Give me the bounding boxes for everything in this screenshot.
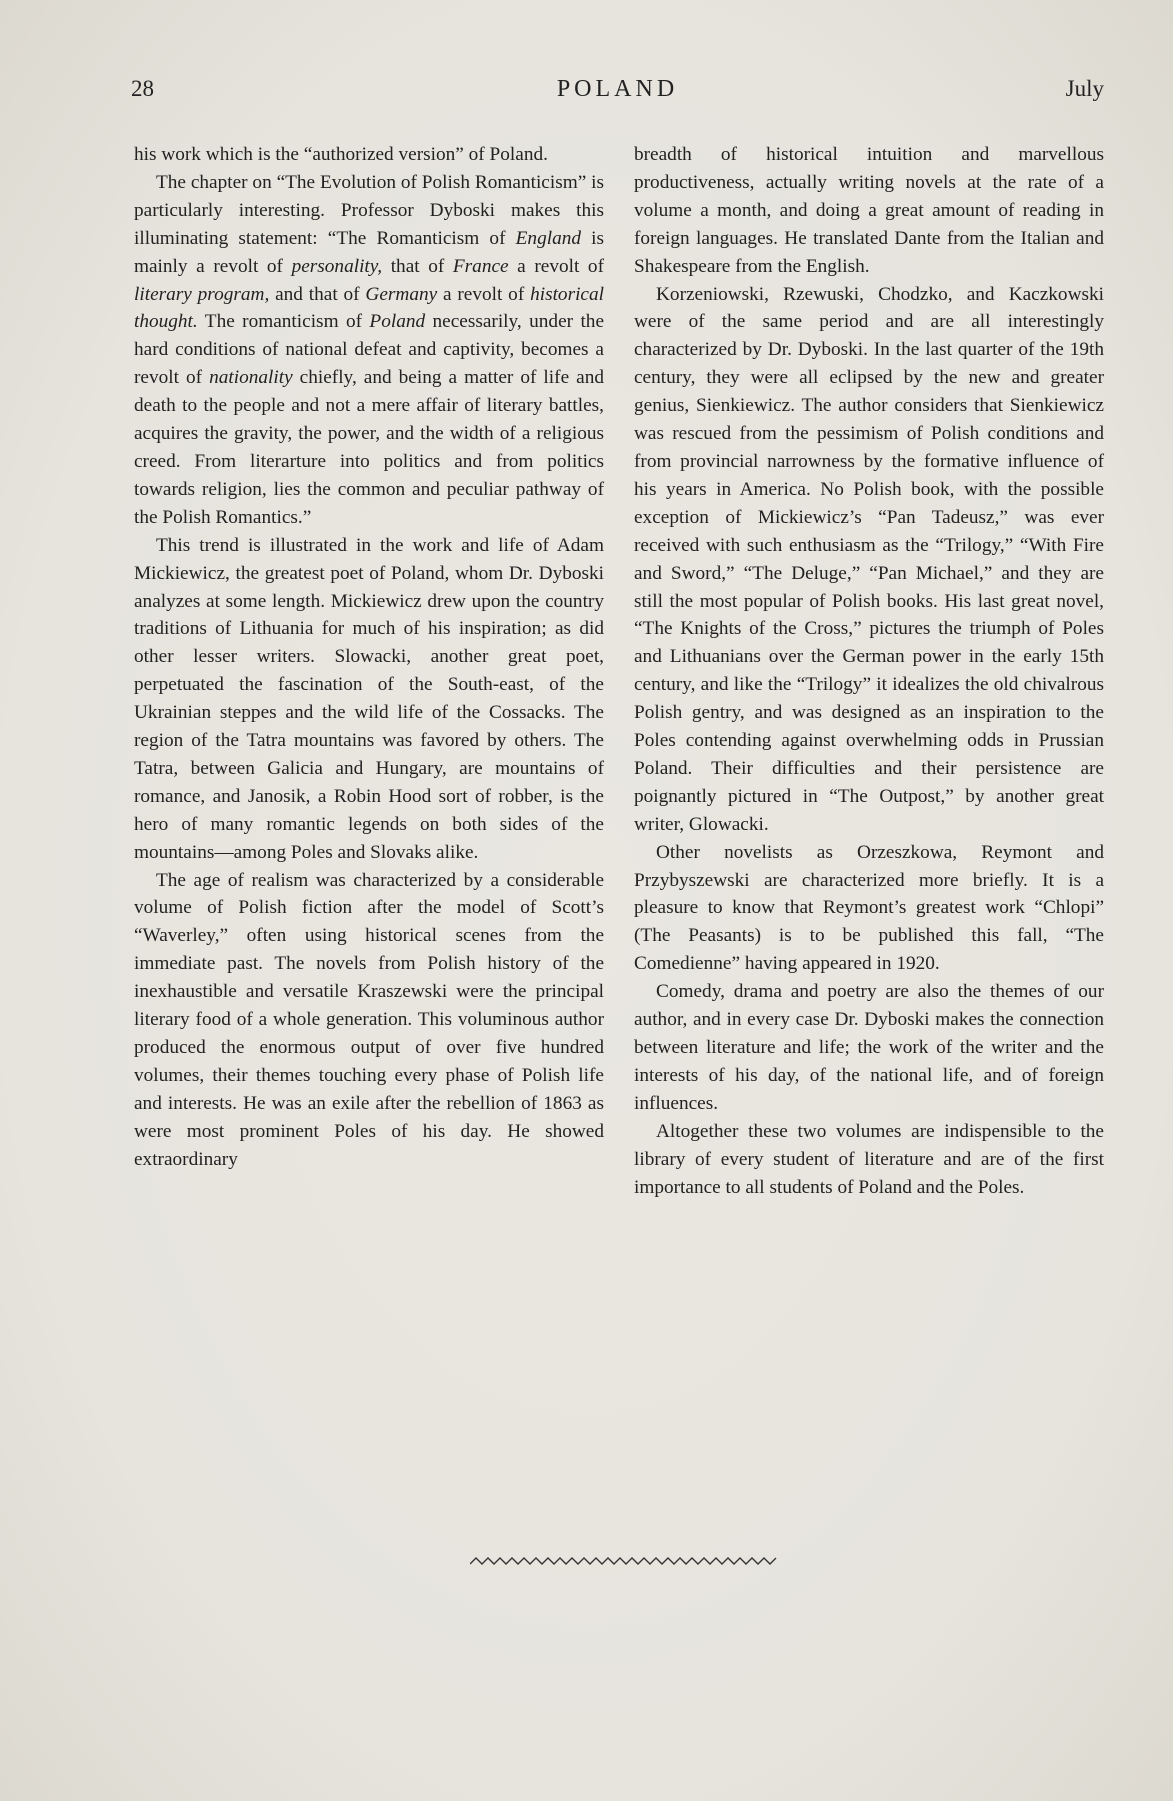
- paragraph: Comedy, drama and poetry are also the themes of our author, and in every case Dr. Dyboski makes the connection between literature and life; the work of the writer and the interests of his day, of the national life, and of foreign influences.: [634, 981, 1104, 1114]
- wavy-divider-ornament: [470, 1555, 778, 1567]
- emphasis: France: [452, 255, 509, 277]
- emphasis: Germany: [365, 283, 438, 305]
- emphasis: England: [515, 227, 581, 249]
- paragraph: breadth of historical intuition and marvellous productiveness, actually writing novels at the rate of a volume a month, and doing a great amount of reading in foreign languages. He translated Dante from the Italian and Shakespeare from the English.: [634, 144, 1104, 277]
- paragraph-romanticism-quote: The chapter on “The Evolution of Polish Romanticism” is particularly interesting. Professor Dyboski makes this illuminating statement: “The Romanticism of England is mainly a revolt of personality, that of France a revolt of literary program, and that of Germany a revolt of historical thought. The romanticism of Poland necessarily, under the hard conditions of national defeat and captivity, becomes a revolt of nationality chiefly, and being a matter of life and death to the people and not a mere affair of literary battles, acquires the gravity, the power, and the width of a religious creed. From literarture into politics and from politics towards religion, lies the common and peculiar pathway of the Polish Romantics.”: [134, 171, 605, 528]
- emphasis: nationality: [209, 367, 293, 389]
- emphasis: Poland: [369, 311, 426, 333]
- issue-month: July: [1065, 76, 1104, 101]
- left-column: [134, 141, 604, 1174]
- emphasis: personality,: [291, 255, 383, 277]
- paragraph: Other novelists as Orzeszkowa, Reymont and Przybyszewski are characterized more briefly. It is a pleasure to know that Reymont’s greatest work “Chlopi” (The Peasants) is to be published this fall, “The Comedienne” having appeared in 1920.: [634, 841, 1104, 975]
- running-title: POLAND: [556, 76, 679, 102]
- paragraph: This trend is illustrated in the work and life of Adam Mickiewicz, the greatest poet of Poland, whom Dr. Dyboski analyzes at some length. Mickiewicz drew upon the country traditions of Lithuania for much of his inspiration; as did other lesser writers. Slowacki, another great poet, perpetuated the fascination of the South-east, of the Ukrainian steppes and the wild life of the Cossacks. The region of the Tatra mountains was favored by others. The Tatra, between Galicia and Hungary, are mountains of romance, and Janosik, a Robin Hood sort of robber, is the hero of many romantic legends on both sides of the mountains—among Poles and Slovaks alike.: [134, 534, 604, 863]
- emphasis: historical thought.: [134, 283, 604, 333]
- right-column: [634, 141, 1104, 1201]
- page-number: 28: [131, 76, 154, 101]
- paragraph: Korzeniowski, Rzewuski, Chodzko, and Kaczkowski were of the same period and are all interestingly characterized by Dr. Dyboski. In the last quarter of the 19th century, they were all eclipsed by the new and greater genius, Sienkiewicz. The author considers that Sienkiewicz was rescued from the pessimism of Polish conditions and from provincial narrowness by the formative influence of his years in America. No Polish book, with the possible exception of Mickiewicz’s “Pan Tadeusz,” was ever received with such enthusiasm as the “Trilogy,” “With Fire and Sword,” “The Deluge,” “Pan Michael,” and they are still the most popular of Polish books. His last great novel, “The Knights of the Cross,” pictures the triumph of Poles and Lithuanians over the German power in the early 15th century, and like the “Trilogy” it idealizes the old chivalrous Polish gentry, and was designed as an inspiration to the Poles contending against overwhelming odds in Prussian Poland. Their difficulties and their persistence are poignantly pictured in “The Outpost,” by another great writer, Glowacki.: [634, 283, 1104, 835]
- emphasis: literary program,: [134, 283, 270, 305]
- paragraph: Altogether these two volumes are indispensible to the library of every student of literature and are of the first importance to all students of Poland and the Poles.: [634, 1120, 1104, 1198]
- paragraph: The age of realism was characterized by a considerable volume of Polish fiction after the model of Scott’s “Waverley,” often using historical scenes from the immediate past. The novels from Polish history of the inexhaustible and versatile Kraszewski were the principal literary food of a whole generation. This voluminous author produced the enormous output of over five hundred volumes, their themes touching every phase of Polish life and interests. He was an exile after the rebellion of 1863 as were most prominent Poles of his day. He showed extraordinary: [134, 869, 604, 1170]
- page-header: [131, 76, 1104, 116]
- paragraph: his work which is the “authorized version” of Poland.: [134, 144, 548, 165]
